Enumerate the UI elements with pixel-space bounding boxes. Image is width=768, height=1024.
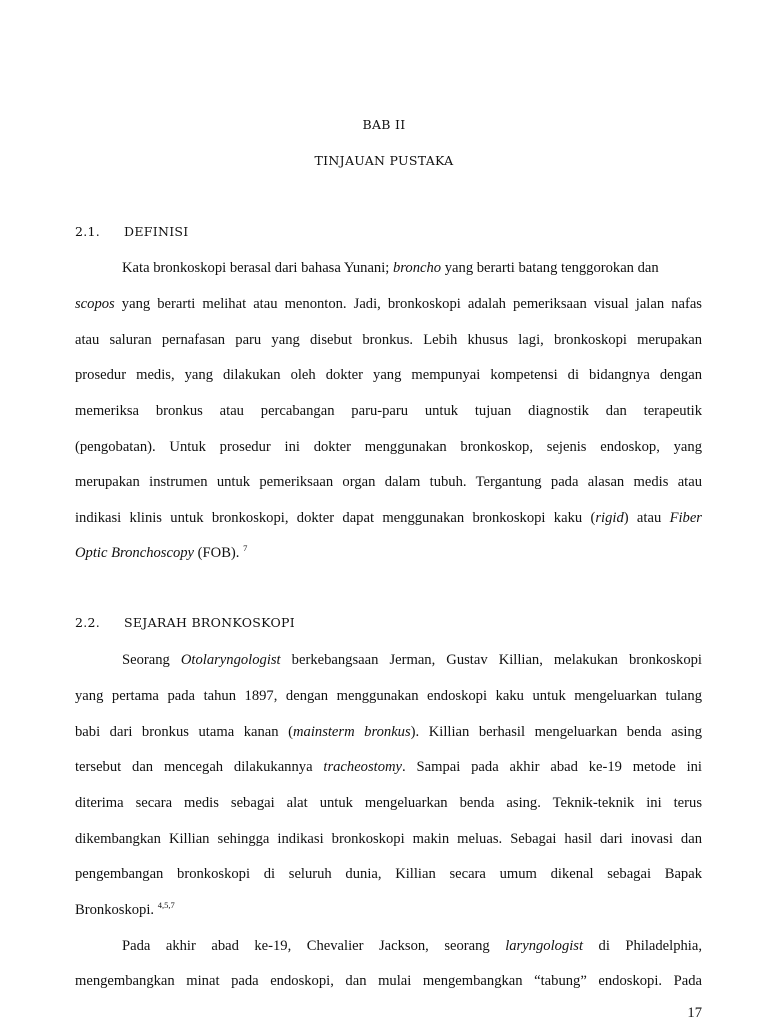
chapter-title: BAB II: [362, 117, 406, 132]
paragraph-line: Optic Bronchoscopy (FOB). $^7$: [75, 543, 248, 561]
paragraph-line: atau saluran pernafasan paru yang disebut bronkus. Lebih khusus lagi, bronkoskopi merupakan: [75, 332, 702, 348]
section-title: DEFINISI: [124, 224, 189, 239]
section-heading-definisi: [75, 224, 189, 239]
paragraph-line: Pada akhir abad ke-19, Chevalier Jackson, seorang laryngologist di Philadelphia,: [122, 938, 702, 954]
paragraph-line: memeriksa bronkus atau percabangan paru-paru untuk tujuan diagnostik dan terapeutik: [75, 403, 702, 419]
paragraph-line: mengembangkan minat pada endoskopi, dan mulai mengembangkan “tabung” endoskopi. Pada: [75, 973, 702, 989]
section-number: 2.2.: [75, 615, 101, 630]
paragraph-line: (pengobatan). Untuk prosedur ini dokter menggunakan bronkoskop, sejenis endoskop, yang: [75, 439, 702, 455]
paragraph-line: pengembangan bronkoskopi di seluruh dunia, Killian secara umum dikenal sebagai Bapak: [75, 866, 702, 882]
section-title: SEJARAH BRONKOSKOPI: [124, 615, 295, 630]
paragraph-line: indikasi klinis untuk bronkoskopi, dokter dapat menggunakan bronkoskopi kaku (rigid) atau Fiber: [75, 510, 702, 526]
paragraph-line: babi dari bronkus utama kanan (mainsterm bronkus). Killian berhasil mengeluarkan benda asing: [75, 724, 703, 740]
reference-superscript: 4,5,7: [157, 900, 175, 910]
paragraph-line: dikembangkan Killian sehingga indikasi bronkoskopi makin meluas. Sebagai hasil dari inovasi dan: [75, 831, 702, 847]
paragraph-line: merupakan instrumen untuk pemeriksaan organ dalam tubuh. Tergantung pada alasan medis atau: [75, 474, 702, 490]
paragraph-line: prosedur medis, yang dilakukan oleh dokter yang mempunyai kompetensi di bidangnya dengan: [75, 367, 702, 383]
paragraph-line: scopos yang berarti melihat atau menonton. Jadi, bronkoskopi adalah pemeriksaan visual jalan nafas: [75, 296, 702, 312]
paragraph-line: Kata bronkoskopi berasal dari bahasa Yunani; broncho yang berarti batang tenggorokan dan: [122, 260, 659, 276]
paragraph-line: Bronkoskopi. $^{4,5,7}$: [75, 900, 175, 918]
paragraph-line: tersebut dan mencegah dilakukannya tracheostomy. Sampai pada akhir abad ke-19 metode ini: [75, 759, 702, 775]
reference-superscript: 7: [243, 543, 248, 553]
page-number: 17: [687, 1005, 702, 1021]
section-heading-sejarah: [75, 615, 295, 630]
paragraph-line: diterima secara medis sebagai alat untuk mengeluarkan benda asing. Teknik-teknik ini terus: [75, 795, 702, 811]
chapter-subtitle: TINJAUAN PUSTAKA: [314, 153, 454, 168]
section-number: 2.1.: [75, 224, 101, 239]
paragraph-line: Seorang Otolaryngologist berkebangsaan Jerman, Gustav Killian, melakukan bronkoskopi: [122, 652, 702, 668]
paragraph-line: yang pertama pada tahun 1897, dengan menggunakan endoskopi kaku untuk mengeluarkan tulang: [75, 688, 702, 704]
